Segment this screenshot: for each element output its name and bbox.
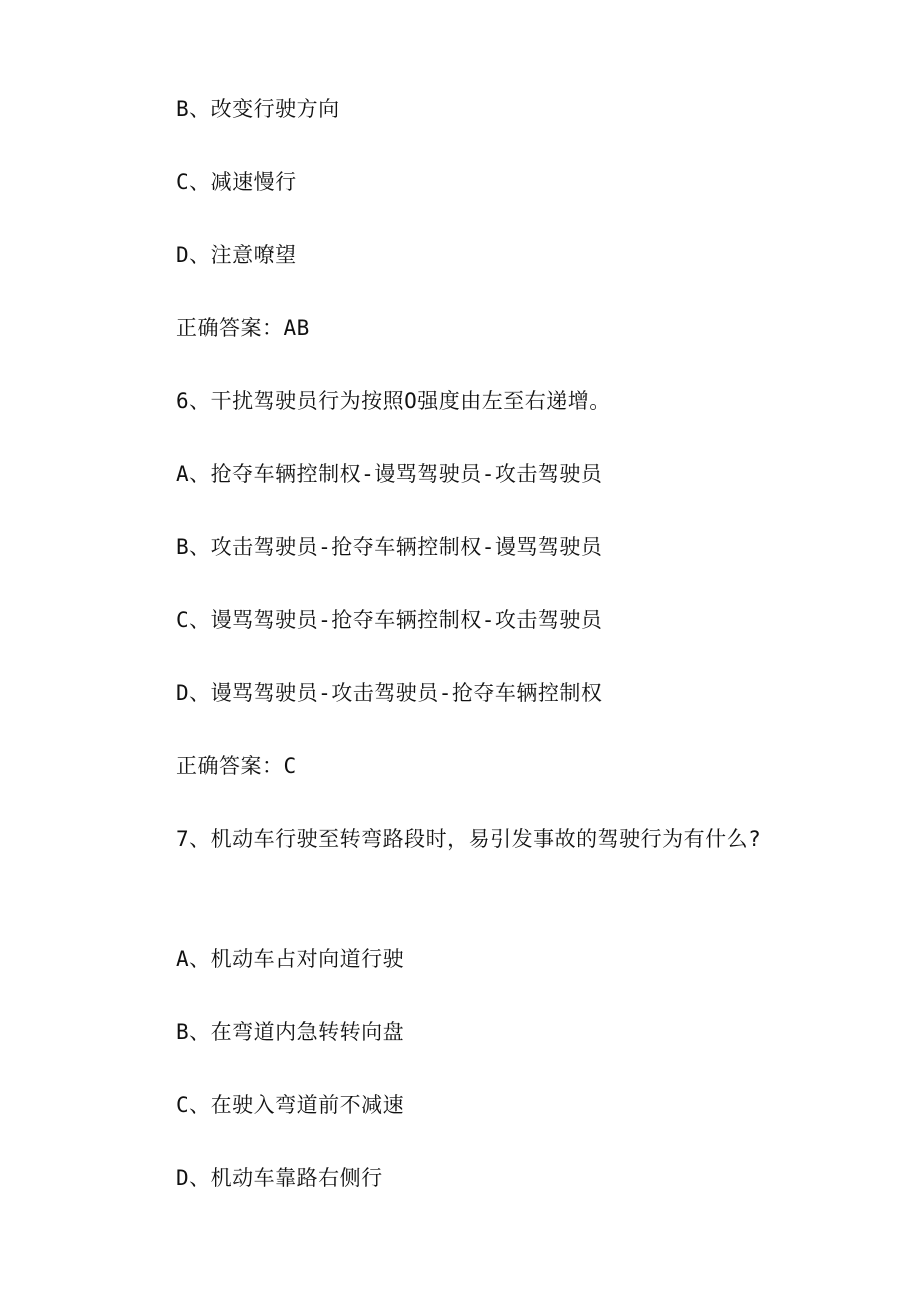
question-6-option-a: A、抢夺车辆控制权-谩骂驾驶员-攻击驾驶员: [176, 462, 603, 486]
question-6-option-b: B、攻击驾驶员-抢夺车辆控制权-谩骂驾驶员: [176, 535, 603, 559]
question-7-option-c: C、在驶入弯道前不减速: [176, 1093, 405, 1117]
question-7: 7、机动车行驶至转弯路段时，易引发事故的驾驶行为有什么?: [176, 827, 762, 851]
option-d-line: D、注意嘹望: [176, 243, 297, 267]
question-6: 6、干扰驾驶员行为按照O强度由左至右递增。: [176, 389, 611, 413]
option-c-line: C、减速慢行: [176, 170, 297, 194]
question-6-answer: 正确答案：C: [176, 754, 297, 778]
answer-line: 正确答案：AB: [176, 316, 310, 340]
option-b-line: B、改变行驶方向: [176, 97, 340, 121]
question-6-option-c: C、谩骂驾驶员-抢夺车辆控制权-攻击驾驶员: [176, 608, 603, 632]
question-6-option-d: D、谩骂驾驶员-攻击驾驶员-抢夺车辆控制权: [176, 681, 603, 705]
question-7-option-a: A、机动车占对向道行驶: [176, 947, 405, 971]
question-7-option-b: B、在弯道内急转转向盘: [176, 1020, 405, 1044]
question-7-option-d: D、机动车靠路右侧行: [176, 1166, 383, 1190]
